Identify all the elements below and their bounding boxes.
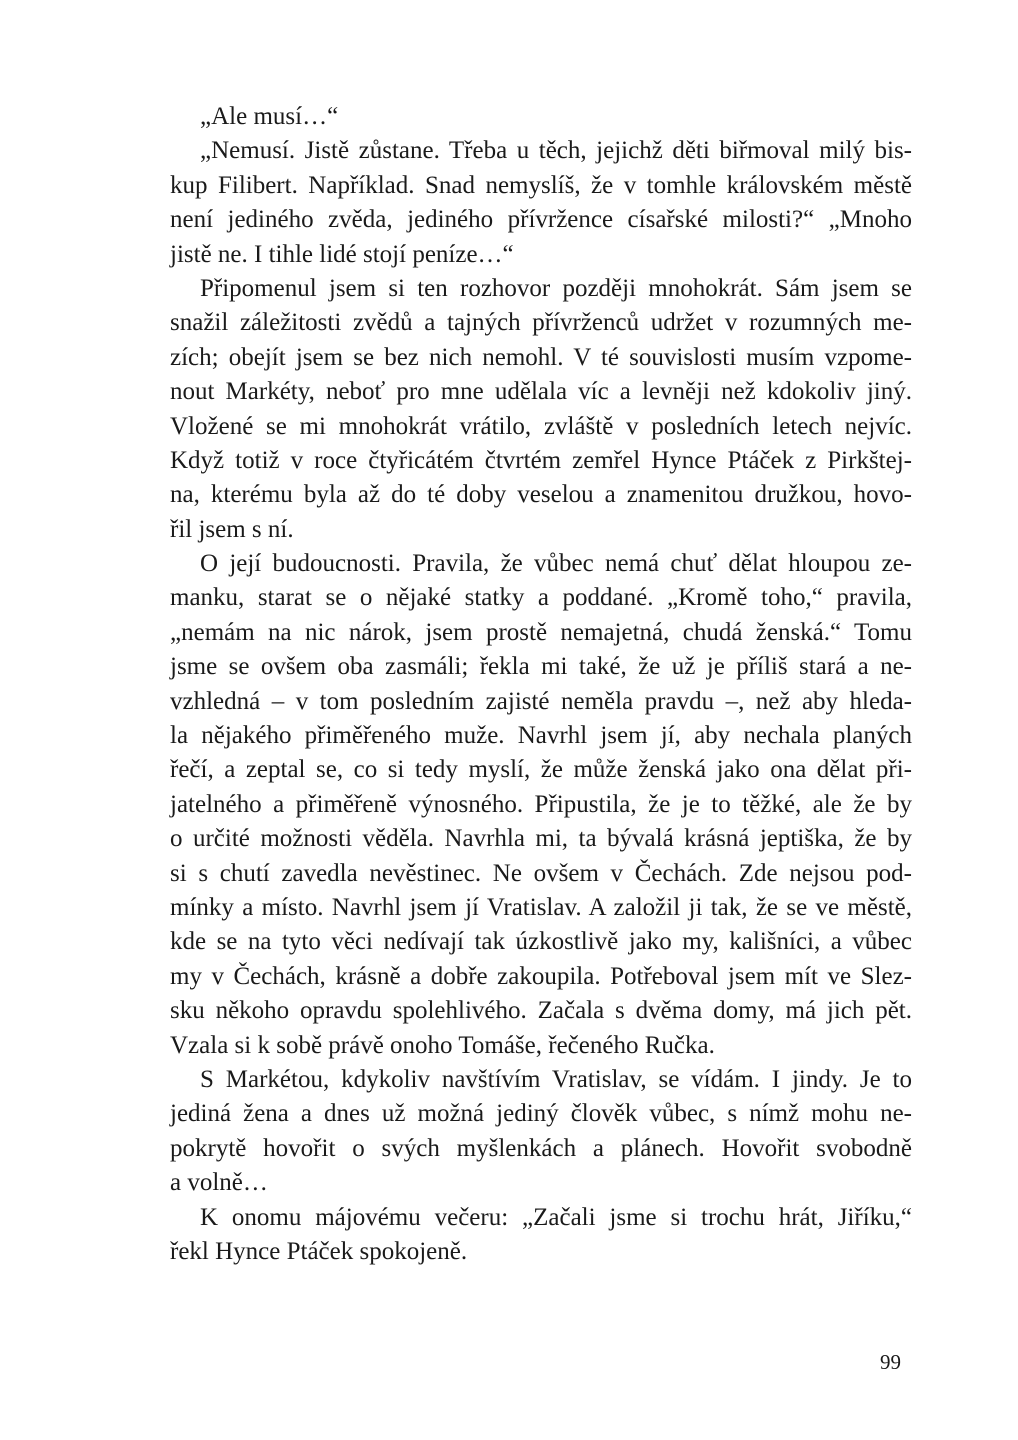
text-line: manku, starat se o nějaké statky a poddané. „Kromě toho,“ pravila, bbox=[170, 584, 912, 612]
text-line: o určité možnosti věděla. Navrhla mi, ta bývalá krásná jeptiška, že by bbox=[170, 825, 912, 853]
page-number: 99 bbox=[880, 1350, 901, 1374]
paragraph bbox=[170, 272, 912, 547]
body-text bbox=[170, 100, 912, 1269]
text-line: Když totiž v roce čtyřicátém čtvrtém zemřel Hynce Ptáček z Pirkštej- bbox=[170, 446, 912, 474]
text-line: jsme se ovšem oba zasmáli; řekla mi také, že už je příliš stará a ne- bbox=[170, 653, 912, 681]
text-line: na, kterému byla až do té doby veselou a znamenitou družkou, hovo- bbox=[170, 481, 912, 509]
text-line: jediná žena a dnes už možná jediný člověk vůbec, s nímž mohu ne- bbox=[170, 1100, 912, 1128]
text-line: „Ale musí…“ bbox=[200, 103, 339, 130]
text-line: my v Čechách, krásně a dobře zakoupila. Potřeboval jsem mít ve Slez- bbox=[170, 962, 912, 990]
paragraph bbox=[170, 1201, 912, 1270]
text-line: mínky a místo. Navrhl jsem jí Vratislav. A založil ji tak, že se ve městě, bbox=[170, 893, 912, 921]
text-line: S Markétou, kdykoliv navštívím Vratislav, se vídám. I jindy. Je to bbox=[200, 1065, 912, 1093]
paragraph bbox=[170, 547, 912, 1063]
text-line: pokrytě hovořit o svých myšlenkách a plánech. Hovořit svobodně bbox=[170, 1134, 912, 1162]
text-line: Připomenul jsem si ten rozhovor později mnohokrát. Sám jsem se bbox=[200, 274, 912, 302]
text-line: K onomu májovému večeru: „Začali jsme si trochu hrát, Jiříku,“ bbox=[200, 1203, 912, 1231]
text-line: zích; obejít jsem se bez nich nemohl. V té souvislosti musím vzpome- bbox=[170, 343, 912, 371]
text-line: „Nemusí. Jistě zůstane. Třeba u těch, jejichž děti biřmoval milý bis- bbox=[200, 137, 912, 165]
text-line: jistě ne. I tihle lidé stojí peníze…“ bbox=[170, 240, 514, 268]
text-line: Vzala si k sobě právě onoho Tomáše, řečeného Ručka. bbox=[170, 1031, 715, 1059]
text-line: sku někoho opravdu spolehlivého. Začala s dvěma domy, má jich pět. bbox=[170, 997, 912, 1025]
text-line: kup Filibert. Například. Snad nemyslíš, že v tomhle královském městě bbox=[170, 171, 912, 199]
text-line: „nemám na nic nárok, jsem prostě nemajetná, chudá ženská.“ Tomu bbox=[170, 618, 912, 646]
text-line: Vložené se mi mnohokrát vrátilo, zvláště v posledních letech nejvíc. bbox=[170, 412, 912, 440]
text-line: jatelného a přiměřeně výnosného. Připustila, že je to těžké, ale že by bbox=[170, 790, 912, 818]
text-line: řil jsem s ní. bbox=[170, 515, 294, 543]
paragraph bbox=[170, 1063, 912, 1201]
text-line: snažil záležitosti zvědů a tajných přívrženců udržet v rozumných me- bbox=[170, 309, 912, 337]
text-line: O její budoucnosti. Pravila, že vůbec nemá chuť dělat hloupou ze- bbox=[200, 550, 912, 578]
text-line: vzhledná – v tom posledním zajisté neměla pravdu –, než aby hleda- bbox=[170, 687, 912, 715]
text-line: řekl Hynce Ptáček spokojeně. bbox=[170, 1237, 468, 1265]
text-line: nout Markéty, neboť pro mne udělala víc a levněji než kdokoliv jiný. bbox=[170, 378, 912, 406]
text-line: není jediného zvěda, jediného přívržence císařské milosti?“ „Mnoho bbox=[170, 206, 912, 234]
text-line: si s chutí zavedla nevěstinec. Ne ovšem v Čechách. Zde nejsou pod- bbox=[170, 859, 912, 887]
text-line: a volně… bbox=[170, 1169, 268, 1197]
paragraph bbox=[170, 100, 912, 134]
text-line: la nějakého přiměřeného muže. Navrhl jsem jí, aby nechala planých bbox=[170, 722, 912, 750]
paragraph bbox=[170, 134, 912, 272]
text-line: kde se na tyto věci nedívají tak úzkostlivě jako my, kališníci, a vůbec bbox=[170, 928, 912, 956]
text-line: řečí, a zeptal se, co si tedy myslí, že může ženská jako ona dělat při- bbox=[170, 756, 912, 784]
